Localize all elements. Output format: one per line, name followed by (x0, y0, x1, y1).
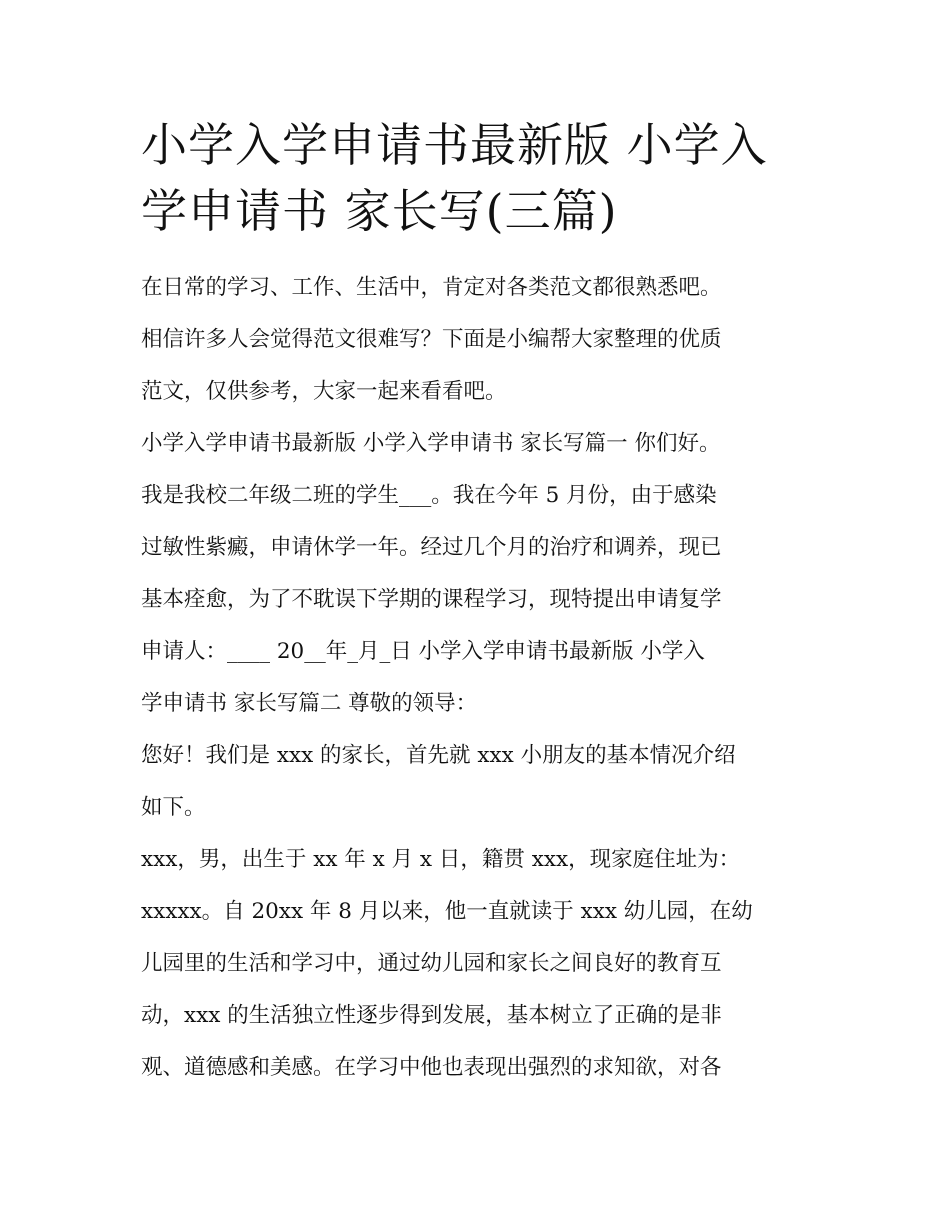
body-line: 儿园里的生活和学习中，通过幼儿园和家长之间良好的教育互 (141, 951, 722, 976)
document-title: 小学入学申请书最新版 小学入学申请书 家长写(三篇) (141, 118, 768, 238)
document-content (141, 112, 813, 1094)
body-line: 我是我校二年级二班的学生___。我在今年 5 月份，由于感染 (141, 483, 717, 508)
body-line: 学申请书 家长写篇二 尊敬的领导： (141, 691, 478, 716)
body-line: 在日常的学习、工作、生活中，肯定对各类范文都很熟悉吧。 (141, 275, 722, 300)
body-line: 您好！我们是 xxx 的家长，首先就 xxx 小朋友的基本情况介绍 (141, 743, 736, 768)
document-body (141, 262, 813, 1094)
body-line: 过敏性紫癜，申请休学一年。经过几个月的治疗和调养，现已 (141, 535, 722, 560)
body-line: 申请人：____ 20__年_月_日 小学入学申请书最新版 小学入 (141, 639, 705, 664)
body-line: 范文，仅供参考，大家一起来看看吧。 (141, 379, 507, 404)
body-line: 动，xxx 的生活独立性逐步得到发展，基本树立了正确的是非 (141, 1003, 722, 1028)
body-line: xxx，男，出生于 xx 年 x 月 x 日，籍贯 xxx，现家庭住址为： (141, 847, 741, 872)
body-line: 相信许多人会觉得范文很难写？下面是小编帮大家整理的优质 (141, 327, 722, 352)
body-line: 基本痊愈，为了不耽误下学期的课程学习，现特提出申请复学 (141, 587, 722, 612)
body-line: 小学入学申请书最新版 小学入学申请书 家长写篇一 你们好。 (141, 431, 721, 456)
body-line: xxxxx。自 20xx 年 8 月以来，他一直就读于 xxx 幼儿园，在幼 (141, 899, 753, 924)
body-line: 观、道德感和美感。在学习中他也表现出强烈的求知欲，对各 (141, 1055, 722, 1080)
body-line: 如下。 (141, 795, 206, 820)
